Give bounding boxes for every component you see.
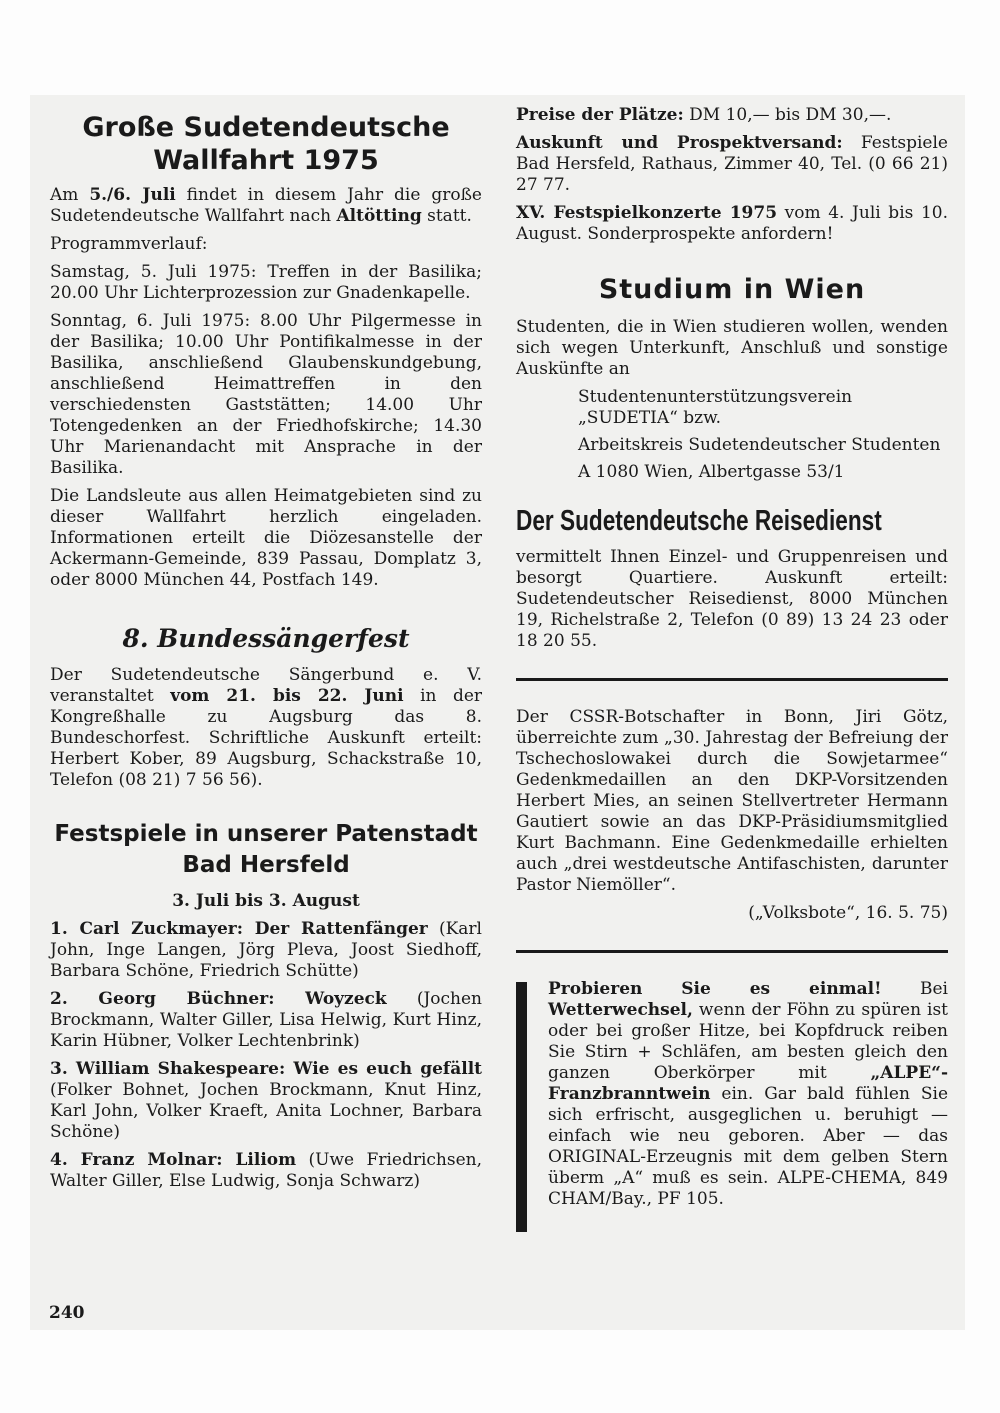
wallfahrt-intro: Am 5./6. Juli findet in diesem Jahr die große Sudetendeutsche Wallfahrt nach Altötting statt.	[50, 185, 482, 226]
play-item: 3. William Shakespeare: Wie es euch gefällt (Folker Bohnet, Jochen Brockmann, Knut Hinz, Karl John, Volker Kraeft, Anita Lochner, Barbara Schöne)	[50, 1059, 482, 1142]
left-column	[50, 105, 482, 1199]
ad-bar	[516, 982, 527, 1232]
festspiele-info: Auskunft und Prospektversand: Festspiele Bad Hersfeld, Rathaus, Zimmer 40, Tel. (0 66 21) 27 77.	[516, 133, 948, 195]
festspiele-heading: Festspiele in unserer Patenstadt Bad Hersfeld	[54, 821, 478, 878]
alpe-advertisement	[516, 979, 948, 1210]
wien-org-1: Studentenunterstützungsverein „SUDETIA“ bzw.	[578, 387, 853, 428]
divider	[516, 950, 948, 953]
wallfahrt-article	[50, 111, 482, 591]
saengerfest-heading: 8. Bundessängerfest	[122, 624, 410, 653]
sunday-program: Sonntag, 6. Juli 1975: 8.00 Uhr Pilgermesse in der Basilika; 10.00 Uhr Pontifikalmesse in der Basilika, anschließend Glaubenskundgebung, anschließend Heimattreffen in den verschiedensten Gaststätten; 14.00 Uhr Totengedenken an der Friedhofskirche; 14.30 Uhr Marienandacht mit Ansprache in der Basilika.	[50, 311, 482, 478]
play-item: 1. Carl Zuckmayer: Der Rattenfänger (Karl John, Inge Langen, Jörg Pleva, Joost Siedhoff, Barbara Schöne, Friedrich Schütte)	[50, 919, 482, 981]
festspiele-article	[50, 819, 482, 1192]
right-column	[516, 105, 948, 1217]
saturday-program: Samstag, 5. Juli 1975: Treffen in der Basilika; 20.00 Uhr Lichterprozession zur Gnadenkapelle.	[50, 262, 482, 303]
wien-heading: Studium in Wien	[598, 274, 866, 305]
play-item: 4. Franz Molnar: Liliom (Uwe Friedrichsen, Walter Giller, Else Ludwig, Sonja Schwarz)	[50, 1150, 482, 1191]
wallfahrt-heading: Große Sudetendeutsche Wallfahrt 1975	[82, 112, 450, 176]
divider	[516, 678, 948, 681]
cssr-article	[516, 707, 948, 924]
cssr-body: Der CSSR-Botschafter in Bonn, Jiri Götz, überreichte zum „30. Jahrestag der Befreiung der Tschechoslowakei durch die Sowjetarmee“ Gedenkmedaillen an den DKP-Vorsitzenden Herbert Mies, an seinen Stellvertreter Hermann Gautiert sowie an das DKP-Präsidiumsmitglied Kurt Bachmann. Eine Gedenkmedaille erhielten auch „drei westdeutsche Antifaschisten, darunter Pastor Niemöller“.	[516, 707, 948, 895]
program-label: Programmverlauf:	[50, 234, 208, 254]
ad-text: Probieren Sie es einmal! Bei Wetterwechsel, wenn der Föhn zu spüren ist oder bei großer Hitze, bei Kopfdruck reiben Sie Stirn + Schläfen, am besten gleich den ganzen Oberkörper mit „ALPE“-Franzbranntwein ein. Gar bald fühlen Sie sich erfrischt, ausgeglichen u. beruhigt — einfach wie neu geboren. Aber — das ORIGINAL-Erzeugnis mit dem gelben Stern überm „A“ muß es sein. ALPE-CHEMA, 849 CHAM/Bay., PF 105.	[548, 979, 948, 1209]
festspiele-dates: 3. Juli bis 3. August	[172, 891, 360, 911]
wien-address: A 1080 Wien, Albertgasse 53/1	[578, 462, 845, 482]
wien-contacts	[578, 387, 948, 483]
wallfahrt-info: Die Landsleute aus allen Heimatgebieten sind zu dieser Wallfahrt herzlich eingeladen. Informationen erteilt die Diözesanstelle der Ackermann-Gemeinde, 839 Passau, Domplatz 3, oder 8000 München 44, Postfach 149.	[50, 486, 482, 590]
festspiele-continued	[516, 105, 948, 245]
saengerfest-article	[50, 623, 482, 791]
festspiel-concerts: XV. Festspielkonzerte 1975 vom 4. Juli bis 10. August. Sonderprospekte anfordern!	[516, 203, 948, 244]
reisedienst-body: vermittelt Ihnen Einzel- und Gruppenreisen und besorgt Quartiere. Auskunft erteilt: Sudetendeutscher Reisedienst, 8000 München 19, Richelstraße 2, Telefon (0 89) 13 24 23 oder 18 20 55.	[516, 547, 948, 651]
wien-org-2: Arbeitskreis Sudetendeutscher Studenten	[578, 435, 941, 455]
page-number: 240	[49, 1303, 85, 1323]
reisedienst-heading: Der Sudetendeutsche Reisedienst	[516, 505, 882, 537]
prices: Preise der Plätze: DM 10,— bis DM 30,—.	[516, 105, 892, 125]
cssr-source: („Volksbote“, 16. 5. 75)	[748, 903, 948, 923]
reisedienst-article	[516, 503, 948, 652]
wien-article	[516, 273, 948, 483]
wien-intro: Studenten, die in Wien studieren wollen, wenden sich wegen Unterkunft, Anschluß und sonstige Auskünfte an	[516, 317, 948, 379]
saengerfest-body: Der Sudetendeutsche Sängerbund e. V. veranstaltet vom 21. bis 22. Juni in der Kongreßhalle zu Augsburg das 8. Bundeschorfest. Schriftliche Auskunft erteilt: Herbert Kober, 89 Augsburg, Schackstraße 10, Telefon (08 21) 7 56 56).	[50, 665, 483, 790]
play-item: 2. Georg Büchner: Woyzeck (Jochen Brockmann, Walter Giller, Lisa Helwig, Kurt Hinz, Karin Hübner, Volker Lechtenbrink)	[50, 989, 482, 1051]
